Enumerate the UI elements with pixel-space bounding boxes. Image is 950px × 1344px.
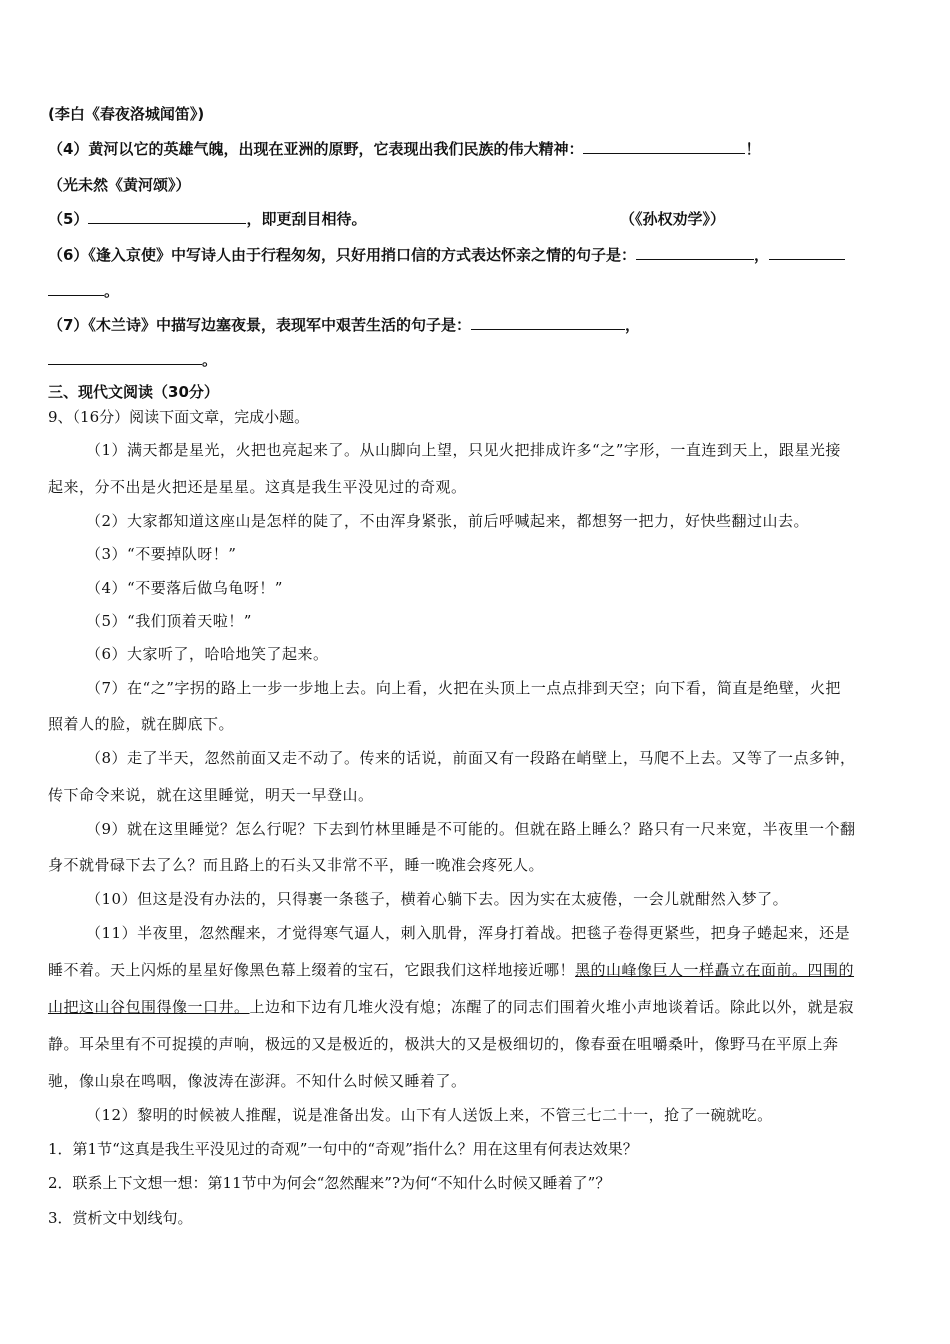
question-6-end: 。 [104, 282, 120, 300]
paragraph-6: （6）大家听了，哈哈地笑了起来。 [86, 645, 329, 663]
paragraph-8-line-1: （8）走了半天，忽然前面又走不动了。传来的话说，前面又有一段路在峭壁上，马爬不上去。又等了一点多钟， [86, 749, 856, 767]
question-4-end: ！ [745, 140, 761, 158]
answer-blank-5[interactable] [88, 209, 246, 224]
question-7-cont [48, 349, 217, 370]
paragraph-9-line-1: （9）就在这里睡觉？怎么行呢？下去到竹林里睡是不可能的。但就在路上睡么？路只有一尺来宽，半夜里一个翻 [86, 820, 856, 838]
answer-blank-6a[interactable] [636, 245, 754, 260]
answer-blank-7a[interactable] [471, 315, 625, 330]
question-9-intro: 9、（16分）阅读下面文章，完成小题。 [48, 408, 310, 426]
source-note-4: （光未然《黄河颂》） [48, 176, 191, 194]
underlined-sentence-2: 山把这山谷包围得像一口井。 [48, 998, 250, 1016]
answer-blank-4[interactable] [583, 139, 745, 154]
paragraph-1-line-2: 起来，分不出是火把还是星星。这真是我生平没见过的奇观。 [48, 478, 467, 496]
answer-blank-6c[interactable] [48, 281, 104, 296]
answer-blank-6b[interactable] [769, 245, 845, 260]
paragraph-7-line-2: 照着人的脸，就在脚底下。 [48, 715, 235, 733]
paragraph-7-line-1: （7）在“之”字拐的路上一步一步地上去。向上看，火把在头顶上一点点排到天空；向下看，简直是绝壁，火把 [86, 679, 841, 697]
paragraph-10: （10）但这是没有办法的，只得裹一条毯子，横着心躺下去。因为实在太疲倦，一会儿就酣然入梦了。 [86, 890, 789, 908]
paragraph-11-plain-2: 上边和下边有几堆火没有熄；冻醒了的同志们围着火堆小声地谈着话。除此以外，就是寂 [249, 998, 855, 1016]
answer-blank-7b[interactable] [48, 350, 202, 365]
question-7-end: 。 [202, 351, 218, 369]
paragraph-11-line-3 [48, 996, 854, 1017]
question-4-text: （4）黄河以它的英雄气魄，出现在亚洲的原野，它表现出我们民族的伟大精神： [48, 140, 584, 158]
paragraph-12: （12）黎明的时候被人推醒，说是准备出发。山下有人送饭上来，不管三七二十一，抢了一碗就吃。 [86, 1106, 773, 1124]
paragraph-3: （3）“不要掉队呀！” [86, 545, 237, 563]
question-4 [48, 138, 760, 159]
question-6-sep: ， [753, 246, 769, 264]
section-title: 三、现代文阅读（30分） [48, 383, 219, 401]
source-note-5: （《孙权劝学》） [620, 210, 726, 228]
paragraph-5: （5）“我们顶着天啦！” [86, 612, 252, 630]
underlined-sentence-1: 黑的山峰像巨人一样矗立在面前。四围的 [575, 961, 855, 979]
question-5-text: ，即更刮目相待。 [246, 210, 367, 228]
sub-question-1: 1．第1节“这真是我生平没见过的奇观”一句中的“奇观”指什么？用在这里有何表达效果？ [48, 1140, 638, 1158]
paragraph-4: （4）“不要落后做乌龟呀！” [86, 579, 283, 597]
paragraph-2: （2）大家都知道这座山是怎样的陡了，不由浑身紧张，前后呼喊起来，都想努一把力，好快些翻过山去。 [86, 512, 810, 530]
question-6 [48, 244, 845, 265]
sub-question-2: 2．联系上下文想一想：第11节中为何会“忽然醒来”?为何“不知什么时候又睡着了”？ [48, 1174, 611, 1192]
question-6-cont [48, 280, 119, 301]
paragraph-1-line-1: （1）满天都是星光，火把也亮起来了。从山脚向上望，只见火把排成许多“之”字形，一直连到天上，跟星光接 [86, 441, 841, 459]
paragraph-11-line-5: 驰，像山泉在鸣咽，像波涛在澎湃。不知什么时候又睡着了。 [48, 1072, 467, 1090]
paragraph-11-line-1: （11）半夜里，忽然醒来，才觉得寒气逼人，刺入肌骨，浑身打着战。把毯子卷得更紧些，把身子蜷起来，还是 [86, 924, 851, 942]
paragraph-8-line-2: 传下命令来说，就在这里睡觉，明天一早登山。 [48, 786, 374, 804]
question-5-prefix: （5） [48, 210, 89, 228]
question-5 [48, 208, 366, 229]
sub-question-3: 3．赏析文中划线句。 [48, 1209, 193, 1227]
question-7 [48, 314, 640, 335]
paragraph-11-line-2 [48, 959, 854, 980]
question-6-text: （6）《逢入京使》中写诗人由于行程匆匆，只好用捎口信的方式表达怀亲之情的句子是： [48, 246, 636, 264]
paragraph-9-line-2: 身不就骨碌下去了么？而且路上的石头又非常不平，睡一晚准会疼死人。 [48, 856, 545, 874]
question-7-sep: ， [624, 316, 640, 334]
paragraph-11-line-4: 静。耳朵里有不可捉摸的声响，极远的又是极近的，极洪大的又是极细切的，像春蚕在咀嚼桑叶，像野马在平原上奔 [48, 1035, 839, 1053]
source-note-3: (李白《春夜洛城闻笛》) [48, 105, 205, 123]
question-7-text: （7）《木兰诗》中描写边塞夜景，表现军中艰苦生活的句子是： [48, 316, 471, 334]
paragraph-11-plain-1: 睡不着。天上闪烁的星星好像黑色幕上缀着的宝石，它跟我们这样地接近哪！ [48, 961, 576, 979]
